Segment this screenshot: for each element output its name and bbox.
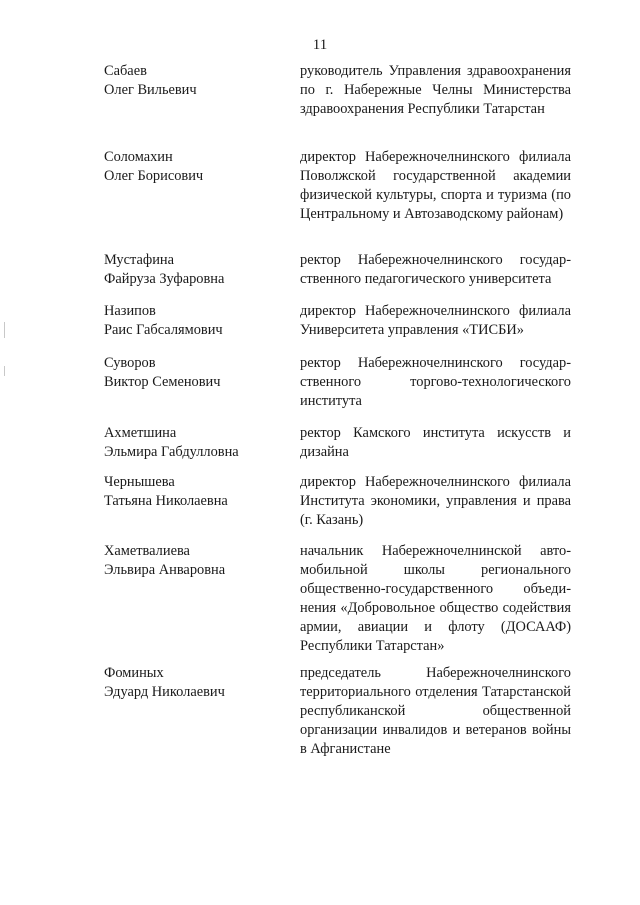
position-description: начальник Набережночелнинской автомобильной школы регионального общественно-государственного объединения «Добровольное общество содействия армии, авиации и флоту (ДОСААФ) Республики Татарстан» (300, 543, 571, 654)
position-description: директор Набережночелнинского филиала Университета управления «ТИСБИ» (300, 303, 571, 338)
position-description: ректор Набережночелнинского государственного торгово-технологического института (300, 355, 571, 409)
given-names: Олег Борисович (104, 168, 204, 184)
surname: Ахметшина (104, 425, 177, 441)
person-name (104, 542, 294, 580)
surname: Суворов (104, 355, 156, 371)
position-description: ректор Камского института искусств и дизайна (300, 425, 571, 460)
given-names: Олег Вильевич (104, 82, 197, 98)
position-description: руководитель Управления здравоохранения по г. Набережные Челны Министерства здравоохранения Республики Татарстан (300, 63, 571, 117)
surname: Назипов (104, 303, 156, 319)
surname: Чернышева (104, 474, 175, 490)
given-names: Эльмира Габдулловна (104, 444, 239, 460)
person-name (104, 148, 294, 186)
given-names: Эльвира Анваровна (104, 562, 226, 578)
person-name (104, 62, 294, 100)
person-name (104, 302, 294, 340)
position-description: директор Набережночелнинского филиала Поволжской государственной академии физической культуры, спорта и туризма (по Центральному и Автозаводскому районам) (300, 149, 571, 222)
person-name (104, 473, 294, 511)
given-names: Раис Габсалямович (104, 322, 223, 338)
given-names: Файруза Зуфаровна (104, 271, 225, 287)
surname: Хаметвалиева (104, 543, 190, 559)
given-names: Виктор Семенович (104, 374, 221, 390)
given-names: Татьяна Николаевна (104, 493, 228, 509)
person-name (104, 424, 294, 462)
position-description: председатель Набережночелнинского территориального отделения Татарстанской республиканской общественной организации инвалидов и ветеранов войны в Афганистане (300, 665, 571, 757)
surname: Мустафина (104, 252, 174, 268)
position-description: ректор Набережночелнинского государственного педагогического университета (300, 252, 571, 287)
position-description: директор Набережночелнинского филиала Института экономики, управления и права (г. Казань) (300, 474, 571, 528)
given-names: Эдуард Николаевич (104, 684, 225, 700)
person-name (104, 664, 294, 702)
surname: Сабаев (104, 63, 147, 79)
person-name (104, 354, 294, 392)
scan-edge-mark (4, 366, 5, 376)
scan-edge-mark (4, 322, 5, 338)
surname: Соломахин (104, 149, 173, 165)
page-number: 11 (312, 37, 328, 53)
person-name (104, 251, 294, 289)
surname: Фоминых (104, 665, 164, 681)
